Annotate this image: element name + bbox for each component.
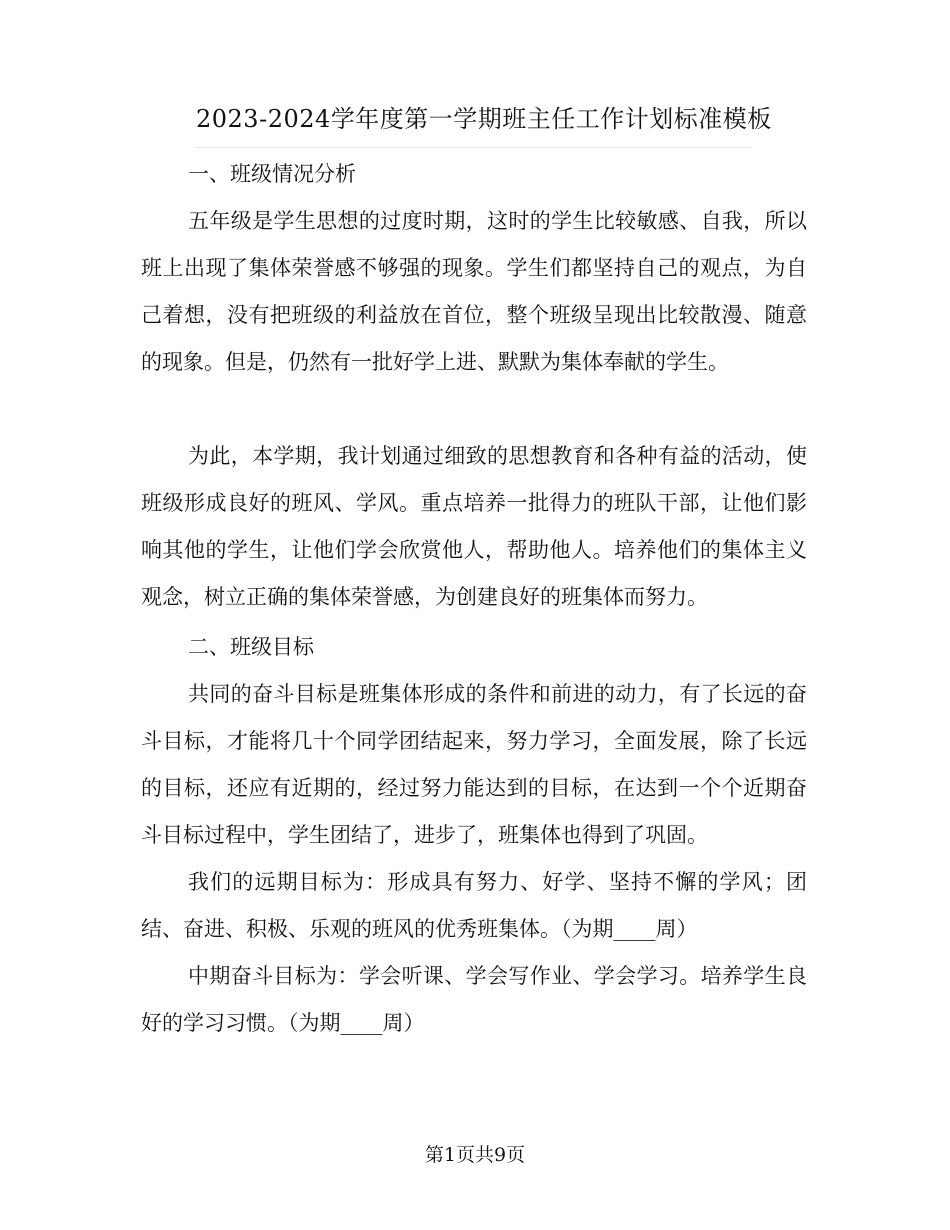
section-heading-1: 一、班级情况分析 [188, 162, 356, 186]
paragraph-semester-plan: 为此，本学期，我计划通过细致的思想教育和各种有益的活动，使班级形成良好的班风、学风。重点培养一批得力的班队干部，让他们影响其他的学生，让他们学会欣赏他人，帮助他人。培养他们的集体主义观念，树立正确的集体荣誉感，为创建良好的班集体而努力。 [141, 444, 807, 609]
paragraph-common-goal: 共同的奋斗目标是班集体形成的条件和前进的动力，有了长远的奋斗目标，才能将几十个同学团结起来，努力学习，全面发展，除了长远的目标，还应有近期的，经过努力能达到的目标，在达到一个个近期奋斗目标过程中，学生团结了，进步了，班集体也得到了巩固。 [141, 682, 807, 847]
paragraph-long-term-goal: 我们的远期目标为：形成具有努力、好学、坚持不懈的学风；团结、奋进、积极、乐观的班风的优秀班集体。（为期____周） [141, 870, 807, 941]
paragraph-mid-term-goal: 中期奋斗目标为：学会听课、学会写作业、学会学习。培养学生良好的学习习惯。（为期____周） [141, 964, 807, 1035]
title-block [196, 98, 772, 148]
paragraph-class-analysis: 五年级是学生思想的过度时期，这时的学生比较敏感、自我，所以班上出现了集体荣誉感不够强的现象。学生们都坚持自己的观点，为自己着想，没有把班级的利益放在首位，整个班级呈现出比较散漫、随意的现象。但是，仍然有一批好学上进、默默为集体奉献的学生。 [141, 209, 807, 374]
page-number-footer: 第1页共9页 [424, 1144, 526, 1166]
document-title: 2023-2024学年度第一学期班主任工作计划标准模板 [196, 105, 772, 133]
section-heading-2: 二、班级目标 [188, 635, 314, 659]
